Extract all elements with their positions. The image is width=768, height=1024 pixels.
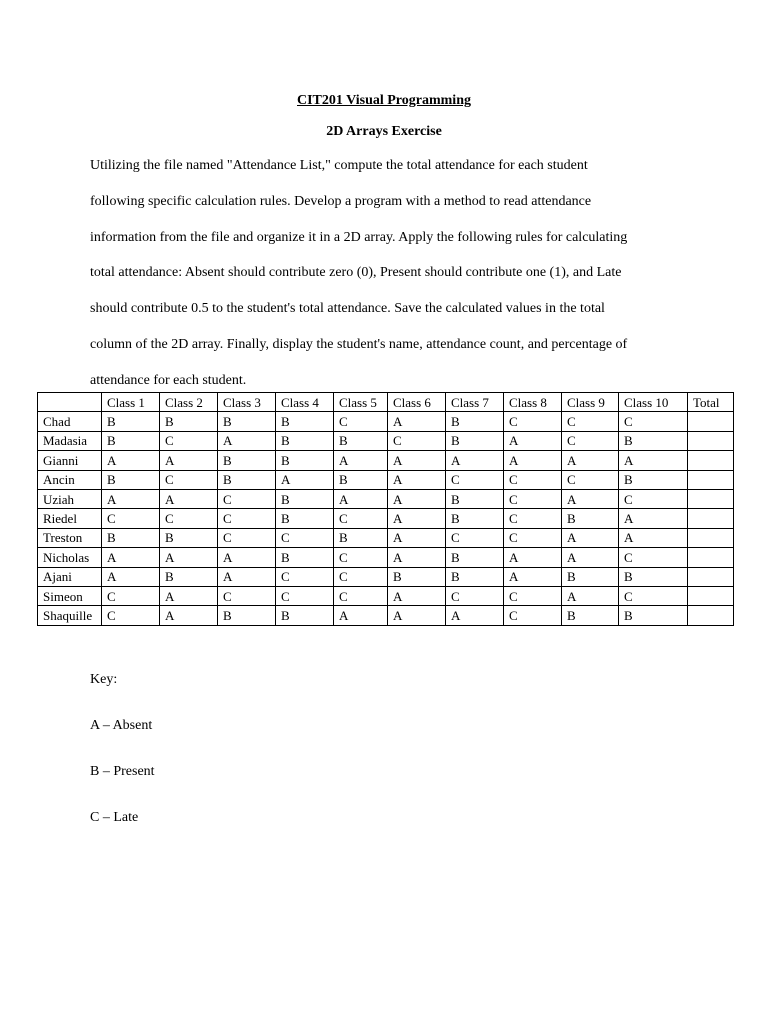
table-cell: B [218,470,276,489]
table-row [38,567,734,586]
student-name-cell: Ancin [38,470,102,489]
table-cell: C [619,489,688,508]
table-cell: B [276,509,334,528]
table-cell: C [504,586,562,605]
table-cell: C [504,509,562,528]
student-name-cell: Treston [38,528,102,547]
table-cell: B [562,606,619,625]
table-cell: A [218,548,276,567]
student-name-cell: Gianni [38,451,102,470]
table-cell [688,470,734,489]
table-cell: B [619,431,688,450]
table-cell: C [160,470,218,489]
table-cell: B [160,567,218,586]
table-header-cell: Class 9 [562,393,619,412]
table-cell: C [446,470,504,489]
key-item-late: C – Late [90,810,139,825]
table-cell: A [388,548,446,567]
table-cell: A [562,548,619,567]
table-cell: A [446,606,504,625]
table-cell: A [619,528,688,547]
table-cell [688,412,734,431]
table-cell: C [102,606,160,625]
table-cell: A [218,431,276,450]
paragraph-line: attendance for each student. [90,372,247,388]
table-cell: C [562,412,619,431]
table-row [38,489,734,508]
table-header-cell: Class 5 [334,393,388,412]
table-cell: A [504,451,562,470]
table-cell: A [619,509,688,528]
table-cell: A [218,567,276,586]
table-cell: B [276,489,334,508]
table-row [38,470,734,489]
document-subtitle: 2D Arrays Exercise [326,124,442,139]
table-cell: B [619,606,688,625]
table-cell: B [218,606,276,625]
table-cell: C [276,586,334,605]
table-cell: C [102,586,160,605]
table-cell: B [160,412,218,431]
table-row [38,509,734,528]
table-row [38,431,734,450]
paragraph-line: column of the 2D array. Finally, display the student's name, attendance count, and percentage of [90,336,628,352]
table-cell: C [276,528,334,547]
table-cell: A [160,451,218,470]
table-cell: B [334,528,388,547]
student-name-cell: Ajani [38,567,102,586]
table-cell: B [446,489,504,508]
table-cell [688,431,734,450]
table-cell: C [334,586,388,605]
attendance-table [37,392,734,626]
table-cell: B [446,567,504,586]
table-cell: C [334,509,388,528]
paragraph-line: total attendance: Absent should contribute zero (0), Present should contribute one (1), and Late [90,265,622,281]
table-cell: C [276,567,334,586]
table-cell [688,606,734,625]
table-cell: C [334,412,388,431]
table-header-cell: Class 7 [446,393,504,412]
table-cell: B [218,412,276,431]
table-cell: A [334,489,388,508]
table-cell: B [102,431,160,450]
table-cell [688,509,734,528]
paragraph-line: should contribute 0.5 to the student's total attendance. Save the calculated values in the total [90,301,605,317]
table-cell: C [504,412,562,431]
key-heading: Key: [90,672,118,687]
table-cell: A [102,548,160,567]
student-name-cell: Uziah [38,489,102,508]
table-cell: A [388,412,446,431]
table-cell: C [562,431,619,450]
table-cell: C [619,412,688,431]
table-cell [688,451,734,470]
table-row [38,412,734,431]
table-header-cell: Class 4 [276,393,334,412]
table-cell: C [160,509,218,528]
table-cell: C [446,586,504,605]
table-cell [688,548,734,567]
document-title: CIT201 Visual Programming [297,93,471,108]
table-cell: C [334,567,388,586]
table-cell: B [276,431,334,450]
table-cell: C [218,528,276,547]
table-cell: B [562,509,619,528]
table-cell: C [218,489,276,508]
key-item-absent: A – Absent [90,718,153,733]
student-name-cell: Chad [38,412,102,431]
instructions-paragraph [90,148,690,399]
student-name-cell: Nicholas [38,548,102,567]
table-cell: C [562,470,619,489]
table-header-cell: Class 10 [619,393,688,412]
table-cell: A [446,451,504,470]
table-cell: A [388,606,446,625]
table-cell [688,489,734,508]
table-cell: B [334,470,388,489]
table-header-row [38,393,734,412]
table-cell: B [562,567,619,586]
table-cell: B [276,548,334,567]
table-cell: A [562,586,619,605]
table-cell: A [388,509,446,528]
table-header-cell: Class 3 [218,393,276,412]
table-cell: C [619,548,688,567]
table-cell: C [504,606,562,625]
paragraph-line: Utilizing the file named "Attendance List," compute the total attendance for each student [90,158,588,173]
table-cell: B [619,567,688,586]
table-cell: C [504,489,562,508]
table-cell: A [388,586,446,605]
table-cell: A [276,470,334,489]
table-cell: A [619,451,688,470]
table-cell: B [334,431,388,450]
table-cell: A [504,431,562,450]
table-row [38,548,734,567]
table-header-cell: Class 8 [504,393,562,412]
table-cell: B [160,528,218,547]
table-cell: B [102,412,160,431]
table-cell: A [388,470,446,489]
table-cell: C [160,431,218,450]
table-cell: B [619,470,688,489]
table-cell: A [562,528,619,547]
table-header-cell: Total [688,393,734,412]
table-cell [688,567,734,586]
table-cell: A [160,606,218,625]
table-cell [688,586,734,605]
table-row [38,528,734,547]
table-cell: A [160,489,218,508]
table-cell: A [334,606,388,625]
table-cell: A [334,451,388,470]
table-row [38,451,734,470]
table-cell: A [160,548,218,567]
table-cell: A [504,567,562,586]
table-cell: B [446,431,504,450]
student-name-cell: Madasia [38,431,102,450]
table-cell: A [504,548,562,567]
table-cell: C [504,470,562,489]
table-cell: C [446,528,504,547]
table-cell: A [102,489,160,508]
table-cell: A [562,451,619,470]
key-item-present: B – Present [90,764,155,779]
table-row [38,586,734,605]
table-row [38,606,734,625]
table-cell: B [446,548,504,567]
paragraph-line: information from the file and organize it in a 2D array. Apply the following rules for calculating [90,229,628,245]
table-cell: B [446,509,504,528]
table-cell: B [276,451,334,470]
table-cell: C [102,509,160,528]
table-cell: C [334,548,388,567]
table-cell: C [619,586,688,605]
table-header-cell: Class 1 [102,393,160,412]
table-cell: B [446,412,504,431]
table-cell: B [276,606,334,625]
table-cell: B [102,470,160,489]
table-cell: B [276,412,334,431]
table-cell: C [218,509,276,528]
paragraph-line: following specific calculation rules. Develop a program with a method to read attendance [90,193,592,209]
table-cell: B [218,451,276,470]
table-cell: A [102,451,160,470]
table-cell: A [160,586,218,605]
table-cell: A [388,528,446,547]
table-header-cell [38,393,102,412]
table-cell: B [102,528,160,547]
table-cell: A [102,567,160,586]
table-cell: C [504,528,562,547]
table-cell: A [388,489,446,508]
table-header-cell: Class 2 [160,393,218,412]
table-cell: A [388,451,446,470]
table-cell: C [218,586,276,605]
student-name-cell: Shaquille [38,606,102,625]
table-cell [688,528,734,547]
table-cell: C [388,431,446,450]
table-cell: B [388,567,446,586]
student-name-cell: Riedel [38,509,102,528]
student-name-cell: Simeon [38,586,102,605]
table-header-cell: Class 6 [388,393,446,412]
table-cell: A [562,489,619,508]
